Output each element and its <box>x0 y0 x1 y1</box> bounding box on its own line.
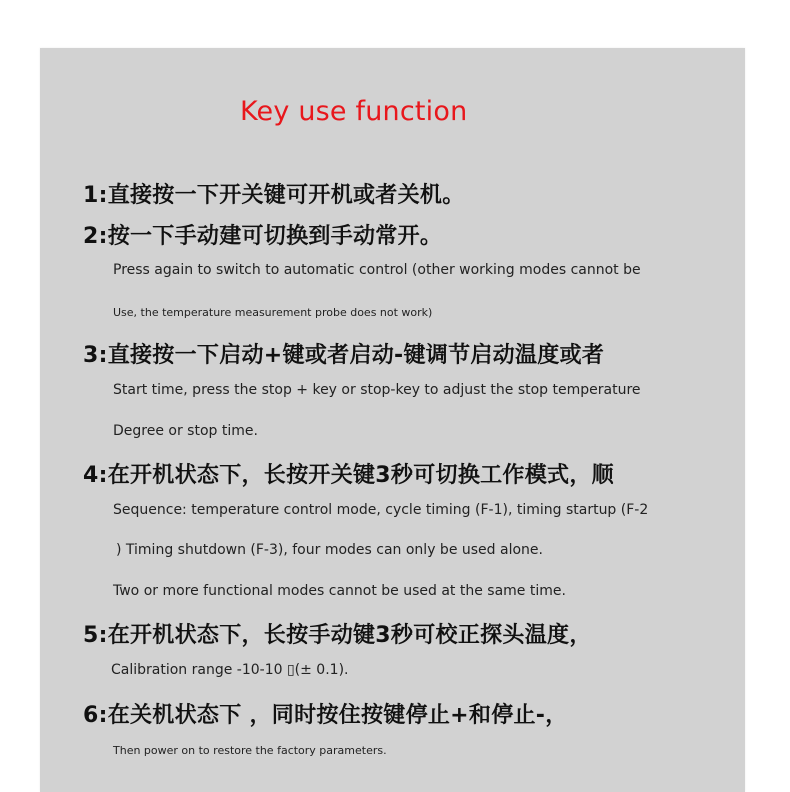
instruction-1: 1:直接按一下开关键可开机或者关机。 <box>83 183 465 208</box>
instruction-4-note-b: ) Timing shutdown (F-3), four modes can only be used alone. <box>116 542 543 558</box>
instruction-5: 5:在开机状态下，长按手动键3秒可校正探头温度， <box>83 623 592 648</box>
instruction-3-note-a: Start time, press the stop + key or stop-key to adjust the stop temperature <box>113 382 641 398</box>
instruction-6: 6:在关机状态下 ，同时按住按键停止+和停止-， <box>83 703 568 728</box>
instruction-2-note-b: Use, the temperature measurement probe does not work) <box>113 306 433 319</box>
instruction-3: 3:直接按一下启动+键或者启动-键调节启动温度或者 <box>83 343 605 368</box>
instruction-4-note-a: Sequence: temperature control mode, cycle timing (F-1), timing startup (F-2 <box>113 502 649 518</box>
instruction-3-note-b: Degree or stop time. <box>113 423 258 439</box>
instruction-panel <box>40 48 745 792</box>
instruction-5-note: Calibration range -10-10 ▯(± 0.1). <box>111 662 349 678</box>
instruction-2-note-a: Press again to switch to automatic control (other working modes cannot be <box>113 262 641 278</box>
instruction-2: 2:按一下手动建可切换到手动常开。 <box>83 224 443 249</box>
instruction-4-note-c: Two or more functional modes cannot be used at the same time. <box>113 583 566 599</box>
instruction-4: 4:在开机状态下，长按开关键3秒可切换工作模式，顺 <box>83 463 614 488</box>
page-title: Key use function <box>240 96 468 127</box>
instruction-6-note: Then power on to restore the factory parameters. <box>113 744 387 757</box>
